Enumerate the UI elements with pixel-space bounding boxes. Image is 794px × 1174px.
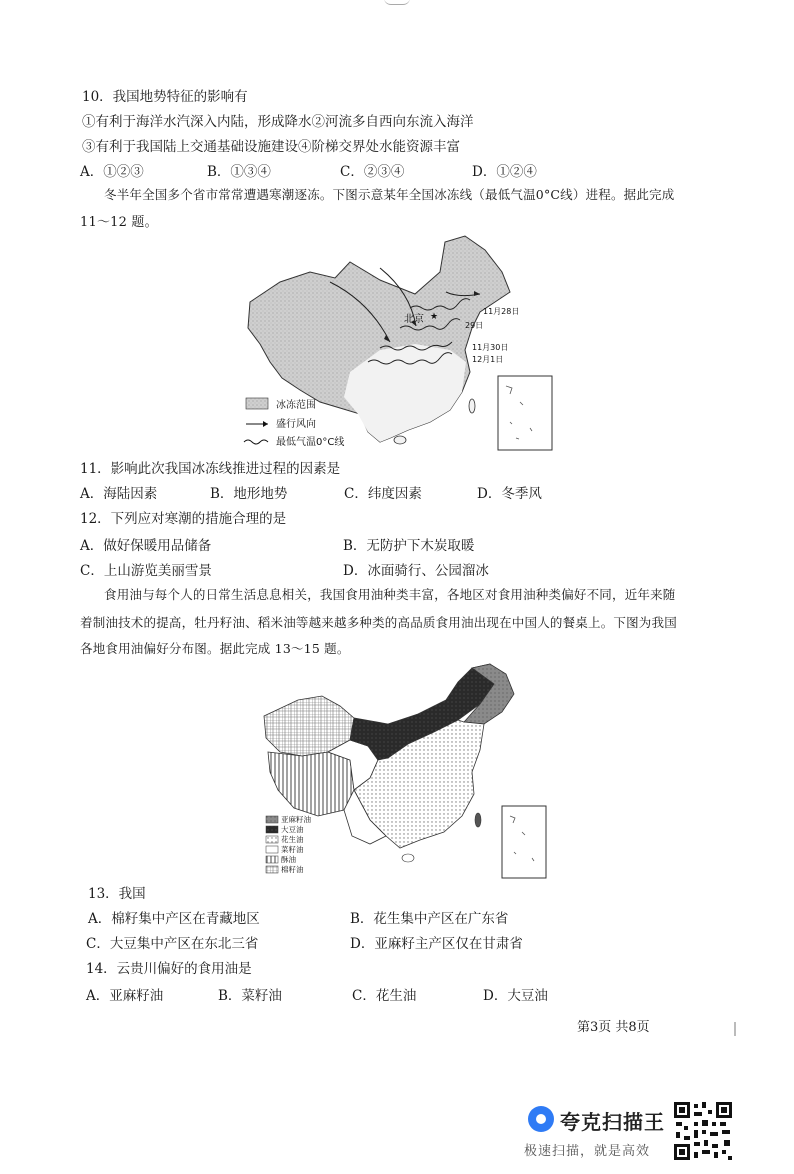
brand-slogan: 极速扫描，就是高效 [524,1144,651,1159]
qr-code-icon [672,1100,734,1162]
q12-option-d: D．冰面骑行、公园溜冰 [343,563,489,579]
q11-option-a: A．海陆因素 [80,486,158,502]
legend-swatch-soybean [266,826,278,833]
q12-option-a: A．做好保暖用品储备 [80,538,212,554]
q11-option-d: D．冬季风 [477,486,542,502]
legend-ghee: 酥油 [281,855,296,864]
south-china-sea-inset [498,376,552,450]
legend-prevailing-wind: 盛行风向 [276,419,316,430]
legend-swatch-ghee [266,856,278,863]
q11-stem: 11．影响此次我国冰冻线推进过程的因素是 [80,461,341,477]
south-china-sea-inset-2 [502,806,546,878]
date-label-dec1: 12月1日 [472,355,504,364]
intro2-line-3: 各地食用油偏好分布图。据此完成 13～15 题。 [80,641,350,656]
hainan-island-2 [402,854,414,862]
intro2-line-2: 着制油技术的提高，牡丹籽油、稻米油等越来越多种类的高品质食用油出现在中国人的餐桌上。下图为我国 [80,615,677,630]
legend-swatch-flaxseed [266,816,278,823]
q13-option-a: A．棉籽集中产区在青藏地区 [88,911,260,927]
freeze-line-map [240,232,556,456]
intro2-line-1: 食用油与每个人的日常生活息息相关，我国食用油种类丰富，各地区对食用油种类偏好不同，近年来随 [104,587,676,602]
legend-min-temp-line: 最低气温0°C线 [276,437,345,448]
legend-freeze-range: 冰冻范围 [276,400,316,411]
q10-option-a: A．①②③ [80,164,144,180]
q14-option-d: D．大豆油 [483,988,548,1004]
edible-oil-map [258,660,550,882]
date-label-29: 29日 [465,321,484,330]
edible-oil-map-svg [258,660,550,882]
scan-edge-mark [734,1022,736,1036]
q12-option-b: B．无防护下木炭取暖 [343,538,475,554]
quark-logo-icon [528,1106,554,1132]
q11-option-b: B．地形地势 [210,486,288,502]
brand-name: 夸克扫描王 [560,1110,665,1134]
scan-top-mark [384,0,410,5]
q14-option-a: A．亚麻籽油 [86,988,164,1004]
legend-flaxseed-oil: 亚麻籽油 [281,815,311,824]
q10-statement-line-1: ①有利于海洋水汽深入内陆，形成降水②河流多自西向东流入海洋 [82,114,474,130]
q13-option-c: C．大豆集中产区在东北三省 [86,936,259,952]
q10-option-b: B．①③④ [207,164,271,180]
freeze-line-map-svg [240,232,556,456]
legend-rapeseed-oil: 菜籽油 [281,845,304,854]
legend-soybean-oil: 大豆油 [281,825,304,834]
legend-swatch-rapeseed [266,846,278,853]
legend-cottonseed-oil: 棉籽油 [281,865,304,874]
q13-stem: 13．我国 [88,886,146,902]
q11-option-c: C．纬度因素 [344,486,422,502]
q10-option-d: D．①②④ [472,164,537,180]
page-number: 第3页 共8页 [577,1020,650,1035]
date-label-nov28: 11月28日 [483,307,520,316]
taiwan-island [469,399,475,413]
date-label-nov30: 11月30日 [472,343,509,352]
legend-swatch-peanut [266,836,278,843]
q14-option-b: B．菜籽油 [218,988,282,1004]
legend-wavy-line-icon [244,440,268,444]
beijing-star-icon: ★ [430,312,439,322]
q10-option-c: C．②③④ [340,164,405,180]
legend-peanut-oil: 花生油 [281,835,304,844]
q13-option-b: B．花生集中产区在广东省 [350,911,509,927]
taiwan-island-2 [475,813,481,827]
intro1-line-1: 冬半年全国多个省市常常遭遇寒潮逐冻。下图示意某年全国冰冻线（最低气温0°C线）进程。据此完成 [104,187,675,202]
q13-option-d: D．亚麻籽主产区仅在甘肃省 [350,936,523,952]
q12-stem: 12．下列应对寒潮的措施合理的是 [80,511,287,527]
q14-option-c: C．花生油 [352,988,417,1004]
legend-freeze-swatch [246,398,268,409]
q10-stem: 10．我国地势特征的影响有 [82,89,248,105]
q10-statement-line-2: ③有利于我国陆上交通基础设施建设④阶梯交界处水能资源丰富 [82,139,460,155]
hainan-island [394,436,406,444]
q14-stem: 14．云贵川偏好的食用油是 [86,961,252,977]
intro1-line-2: 11～12 题。 [80,215,158,230]
scanner-watermark [520,1102,670,1162]
q12-option-c: C．上山游览美丽雪景 [80,563,212,579]
region-tibet [268,752,354,816]
beijing-label: 北京 [404,314,424,325]
legend-swatch-cottonseed [266,866,278,873]
